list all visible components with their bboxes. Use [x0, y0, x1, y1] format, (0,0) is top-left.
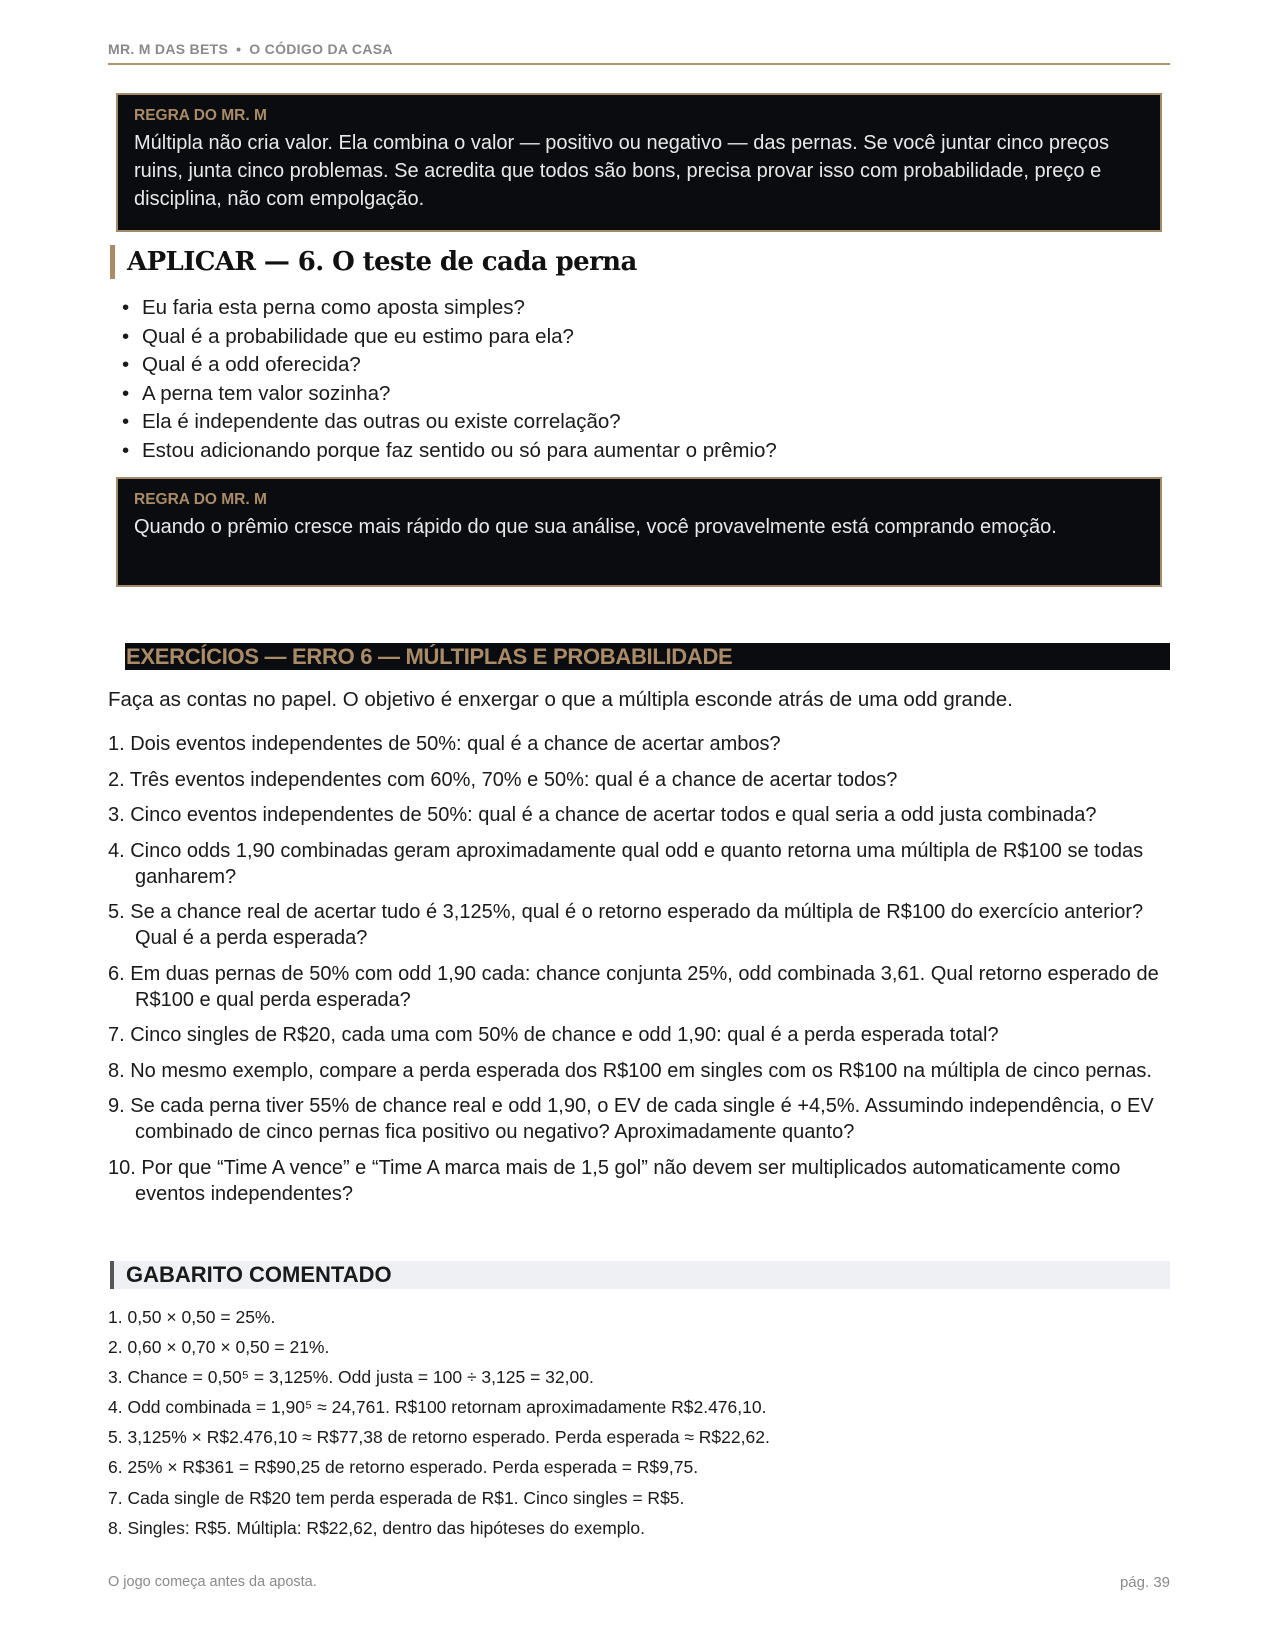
exercise-item: 3. Cinco eventos independentes de 50%: qual é a chance de acertar todos e qual seria a odd justa combinada? — [108, 804, 1097, 826]
bullet-icon: • — [122, 438, 130, 462]
rule-callout-label: REGRA DO MR. M — [134, 491, 267, 508]
bullet-icon: • — [122, 296, 130, 319]
bullet-icon: • — [122, 324, 130, 348]
list-item: • Qual é a probabilidade que eu estimo para ela? — [122, 323, 777, 352]
running-header — [108, 41, 1170, 57]
list-item: • Qual é a odd oferecida? — [122, 351, 777, 380]
section-heading-apply: APLICAR — 6. O teste de cada perna — [110, 245, 637, 279]
rule-callout-2 — [116, 477, 1162, 587]
rule-callout-label: REGRA DO MR. M — [134, 107, 267, 124]
exercise-item: 1. Dois eventos independentes de 50%: qual é a chance de acertar ambos? — [108, 733, 781, 755]
answers-list — [108, 1302, 770, 1543]
exercise-item: 7. Cinco singles de R$20, cada uma com 50% de chance e odd 1,90: qual é a perda esperada total? — [108, 1024, 999, 1046]
answer-item: 8. Singles: R$5. Múltipla: R$22,62, dentro das hipóteses do exemplo. — [108, 1517, 645, 1538]
exercise-item: 4. Cinco odds 1,90 combinadas geram aproximadamente qual odd e quanto retorna uma múltipla de R$100 se todas ganharem? — [108, 839, 1144, 888]
answer-item: 3. Chance = 0,50⁵ = 3,125%. Odd justa = 100 ÷ 3,125 = 32,00. — [108, 1367, 594, 1388]
exercise-item: 2. Três eventos independentes com 60%, 70% e 50%: qual é a chance de acertar todos? — [108, 768, 898, 791]
list-item: • A perna tem valor sozinha? — [122, 380, 777, 409]
exercise-item: 8. No mesmo exemplo, compare a perda esperada dos R$100 em singles com os R$100 na múltipla de cinco pernas. — [108, 1059, 1152, 1082]
header-book-title: O CÓDIGO DA CASA — [249, 41, 393, 57]
header-book-author: MR. M DAS BETS — [108, 41, 229, 57]
bullet-icon: • — [122, 410, 130, 434]
header-divider — [108, 63, 1170, 65]
exercises-heading: EXERCÍCIOS — ERRO 6 — MÚLTIPLAS E PROBABILIDADE — [126, 644, 733, 669]
answer-item: 4. Odd combinada = 1,90⁵ ≈ 24,761. R$100 retornam aproximadamente R$2.476,10. — [108, 1397, 767, 1418]
exercise-item: 10. Por que “Time A vence” e “Time A marca mais de 1,5 gol” não devem ser multiplicados automaticamente como eventos independentes? — [108, 1156, 1121, 1205]
rule-callout-text: Múltipla não cria valor. Ela combina o valor — positivo ou negativo — das pernas. Se você juntar cinco preços ruins, junta cinco problemas. Se acredita que todos são bons, precisa provar isso com probabilidade, preço e disciplina, não com empolgação. — [134, 132, 1109, 210]
rule-callout-text: Quando o prêmio cresce mais rápido do que sua análise, você provavelmente está comprando emoção. — [134, 516, 1057, 538]
exercises-heading-bar — [125, 643, 1170, 670]
list-item: • Estou adicionando porque faz sentido ou só para aumentar o prêmio? — [122, 437, 777, 466]
page-number: pág. 39 — [1119, 1574, 1170, 1591]
exercise-item: 9. Se cada perna tiver 55% de chance real e odd 1,90, o EV de cada single é +4,5%. Assumindo independência, o EV combinado de cinco pernas fica positivo ou negativo? Aproximadamente quanto? — [108, 1095, 1154, 1143]
list-item: • Ela é independente das outras ou existe correlação? — [122, 408, 777, 437]
answer-item: 1. 0,50 × 0,50 = 25%. — [108, 1307, 276, 1327]
answer-item: 5. 3,125% × R$2.476,10 ≈ R$77,38 de retorno esperado. Perda esperada ≈ R$22,62. — [108, 1427, 770, 1448]
exercise-item: 5. Se a chance real de acertar tudo é 3,125%, qual é o retorno esperado da múltipla de R$100 do exercício anterior? Qual é a perda esperada? — [108, 901, 1144, 949]
answer-item: 2. 0,60 × 0,70 × 0,50 = 21%. — [108, 1337, 330, 1358]
bullet-icon: • — [122, 381, 130, 405]
bullet-icon: • — [122, 353, 130, 377]
apply-checklist — [122, 294, 777, 466]
list-item: • Eu faria esta perna como aposta simples? — [122, 294, 777, 323]
footer-tagline: O jogo começa antes da aposta. — [108, 1574, 317, 1590]
exercises-intro: Faça as contas no papel. O objetivo é enxergar o que a múltipla esconde atrás de uma odd grande. — [108, 688, 1013, 711]
header-separator: • — [236, 41, 242, 57]
answers-heading: GABARITO COMENTADO — [110, 1261, 1170, 1289]
rule-callout-1 — [116, 93, 1162, 232]
exercises-list — [108, 731, 1170, 1216]
answer-item: 6. 25% × R$361 = R$90,25 de retorno esperado. Perda esperada = R$9,75. — [108, 1457, 699, 1478]
exercise-item: 6. Em duas pernas de 50% com odd 1,90 cada: chance conjunta 25%, odd combinada 3,61. Qual retorno esperado de R$100 e qual perda esperada? — [108, 962, 1159, 1011]
answer-item: 7. Cada single de R$20 tem perda esperada de R$1. Cinco singles = R$5. — [108, 1487, 685, 1508]
